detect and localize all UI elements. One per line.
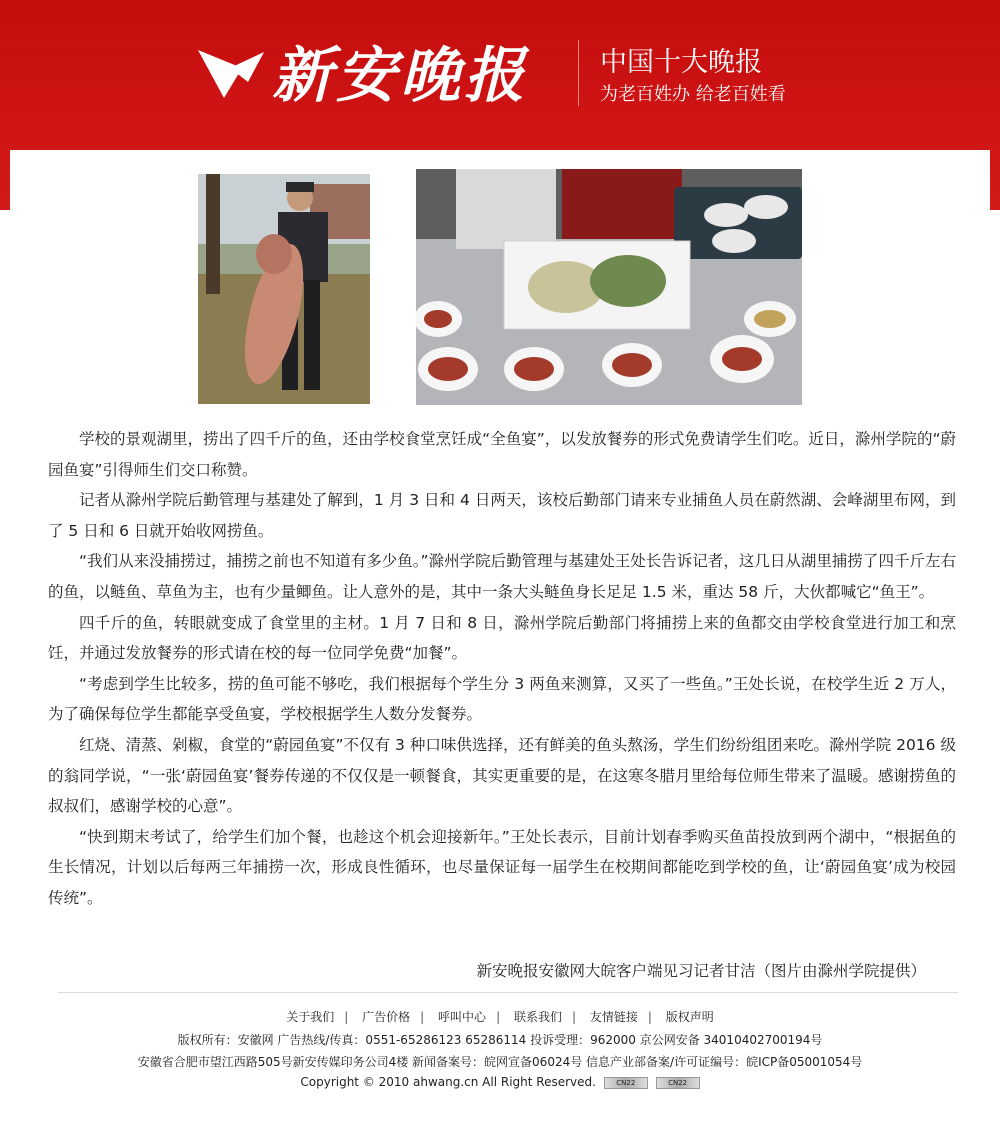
article-body bbox=[48, 424, 956, 914]
footer-info-line-2: 安徽省合肥市望江西路505号新安传媒印务公司4楼 新闻备案号：皖网宣备06024号 信息产业部备案/许可证编号：皖ICP备05001054号 bbox=[137, 1055, 863, 1069]
footer-link-call-center[interactable]: 呼叫中心 bbox=[438, 1010, 487, 1024]
copyright-text: Copyright © 2010 ahwang.cn All Right Reserved. bbox=[300, 1075, 596, 1089]
photo-fish-banquet bbox=[416, 169, 802, 405]
article-paragraph: 四千斤的鱼，转眼就变成了食堂里的主材。1 月 7 日和 8 日，滁州学院后勤部门将捕捞上来的鱼都交由学校食堂进行加工和烹饪，并通过发放餐券的形式请在校的每一位同学免费“加餐”。 bbox=[48, 613, 956, 663]
logo-text: 新安晚报 bbox=[272, 41, 528, 111]
slogan-subtitle: 为老百姓办 给老百姓看 bbox=[600, 84, 786, 105]
footer-link-ad-price[interactable]: 广告价格 bbox=[362, 1010, 411, 1024]
footer-link-friends[interactable]: 友情链接 bbox=[589, 1010, 638, 1024]
footer-link-contact[interactable]: 联系我们 bbox=[513, 1010, 562, 1024]
photo-man-with-fish bbox=[198, 174, 370, 404]
cert-badge-icon[interactable] bbox=[604, 1077, 648, 1089]
cert-badge-icon[interactable] bbox=[656, 1077, 700, 1089]
slogan-title: 中国十大晚报 bbox=[600, 47, 762, 78]
cert-badge-label: CN22 bbox=[668, 1078, 688, 1087]
logo-mark-icon bbox=[196, 42, 266, 102]
photo-man-with-fish-art bbox=[198, 174, 370, 404]
site-logo[interactable] bbox=[196, 36, 556, 116]
link-separator: | bbox=[496, 1010, 501, 1024]
article-byline: 新安晚报安徽网大皖客户端见习记者甘洁（图片由滁州学院提供） bbox=[476, 962, 926, 980]
footer-divider bbox=[58, 992, 958, 993]
link-separator: | bbox=[571, 1010, 576, 1024]
article-paragraph: “快到期末考试了，给学生们加个餐，也趁这个机会迎接新年。”王处长表示，目前计划春季购买鱼苗投放到两个湖中，“根据鱼的生长情况，计划以后每两三年捕捞一次，形成良性循环，也尽量保证每一届学生在校期间都能吃到学校的鱼，让‘蔚园鱼宴’成为校园传统”。 bbox=[48, 827, 956, 907]
photo-fish-banquet-art bbox=[416, 169, 802, 405]
footer-link-about[interactable]: 关于我们 bbox=[286, 1010, 335, 1024]
article-paragraph: 红烧、清蒸、剁椒，食堂的“蔚园鱼宴”不仅有 3 种口味供选择，还有鲜美的鱼头熬汤，学生们纷纷组团来吃。滁州学院 2016 级的翁同学说，“一张‘蔚园鱼宴’餐券传递的不仅仅是一顿餐食，其实更重要的是，在这寒冬腊月里给每位师生带来了温暖。感谢捞鱼的叔叔们，感谢学校的心意”。 bbox=[48, 735, 956, 816]
cert-badge-label: CN22 bbox=[616, 1078, 636, 1087]
footer-info-line-1: 版权所有：安徽网 广告热线/传真：0551-65286123 65286114 投诉受理：962000 京公网安备 34010402700194号 bbox=[177, 1033, 823, 1047]
content-panel bbox=[10, 150, 990, 1134]
link-separator: | bbox=[344, 1010, 349, 1024]
link-separator: | bbox=[647, 1010, 652, 1024]
footer-copyright-line bbox=[10, 1075, 990, 1089]
link-separator: | bbox=[420, 1010, 425, 1024]
footer-link-copyright[interactable]: 版权声明 bbox=[665, 1010, 714, 1024]
article-paragraph: 记者从滁州学院后勤管理与基建处了解到，1 月 3 日和 4 日两天，该校后勤部门请来专业捕鱼人员在蔚然湖、会峰湖里布网，到了 5 日和 6 日就开始收网捞鱼。 bbox=[48, 491, 956, 540]
article-paragraph: “考虑到学生比较多，捞的鱼可能不够吃，我们根据每个学生分 3 两鱼来测算，又买了一些鱼。”王处长说，在校学生近 2 万人，为了确保每位学生都能享受鱼宴，学校根据学生人数分发餐券。 bbox=[48, 674, 956, 724]
header-divider bbox=[578, 40, 579, 106]
article-paragraph: “我们从来没捕捞过，捕捞之前也不知道有多少鱼。”滁州学院后勤管理与基建处王处长告诉记者，这几日从湖里捕捞了四千斤左右的鱼，以鲢鱼、草鱼为主，也有少量鲫鱼。让人意外的是，其中一条大头鲢鱼身长足足 1.5 米，重达 58 斤，大伙都喊它“鱼王”。 bbox=[48, 552, 956, 601]
article-paragraph: 学校的景观湖里，捞出了四千斤的鱼，还由学校食堂烹饪成“全鱼宴”，以发放餐券的形式免费请学生们吃。近日，滁州学院的“蔚园鱼宴”引得师生们交口称赞。 bbox=[48, 430, 956, 479]
footer-links bbox=[10, 1008, 990, 1025]
